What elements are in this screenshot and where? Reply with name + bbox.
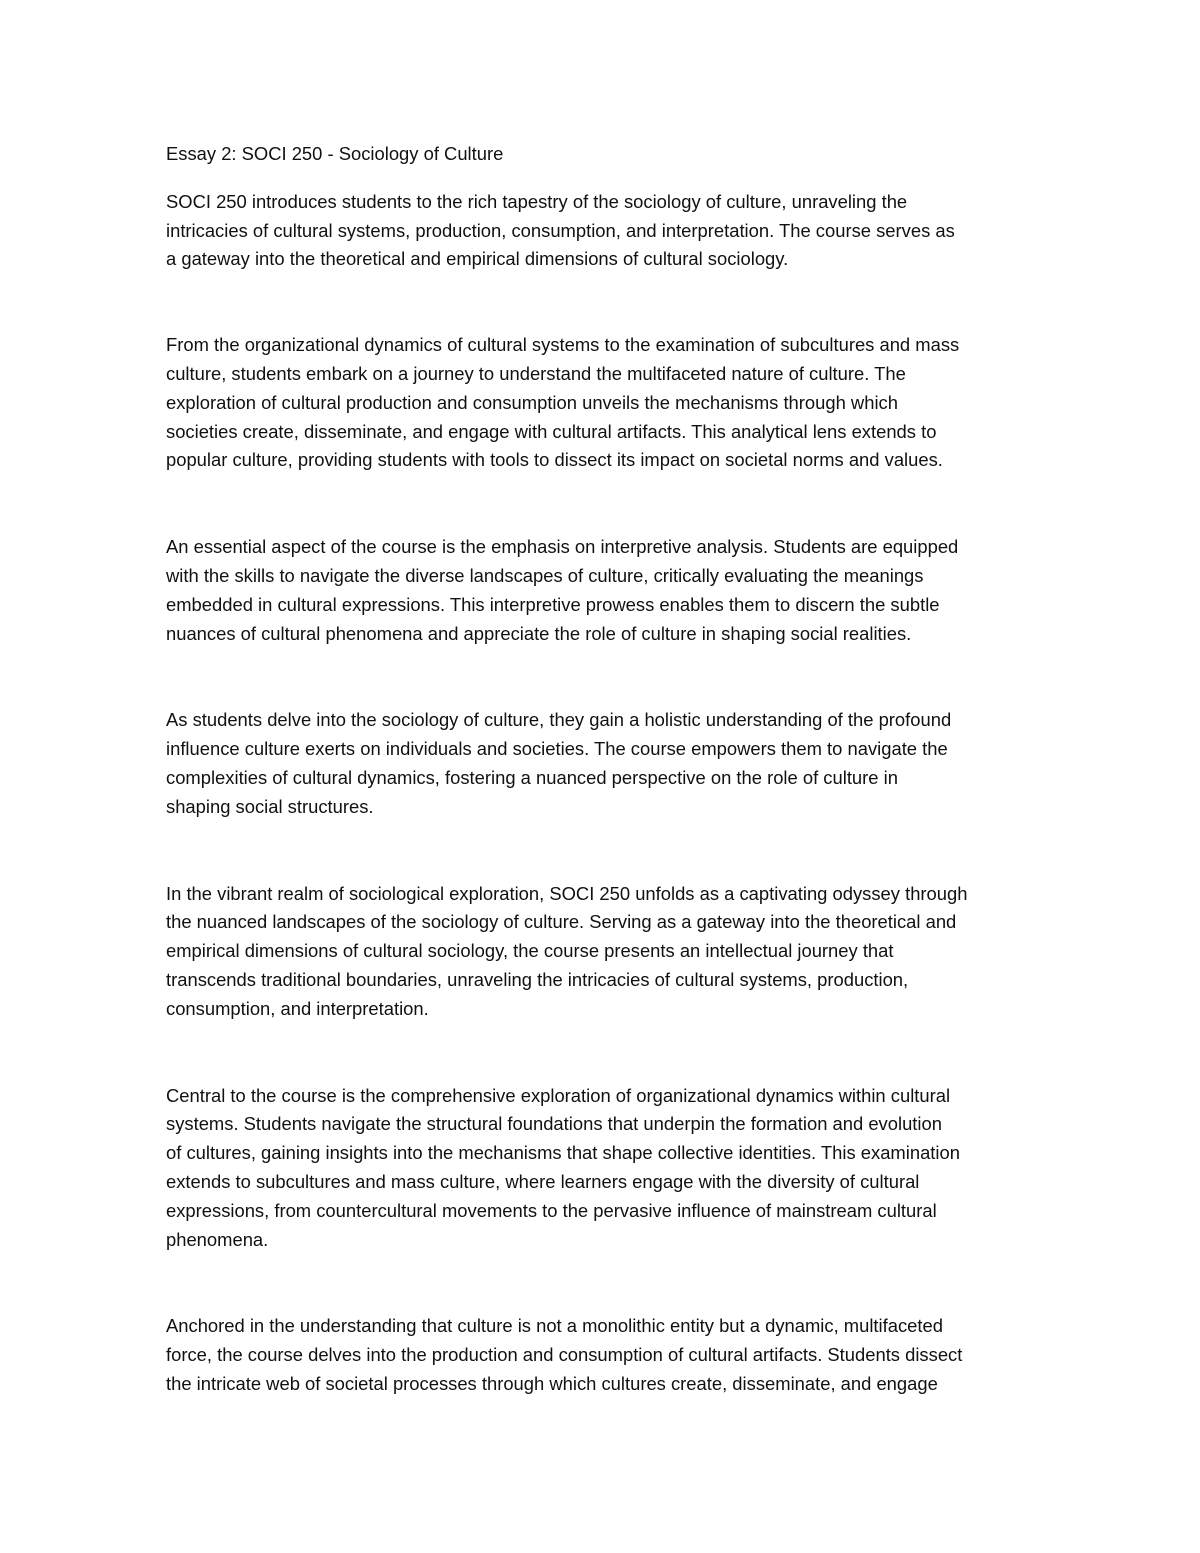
paragraph-7 <box>166 1312 1046 1398</box>
paragraph-line: the intricate web of societal processes through which cultures create, disseminate, and engage <box>166 1372 938 1394</box>
paragraph-1 <box>166 188 1046 274</box>
paragraph-3 <box>166 533 1046 648</box>
paragraph-5 <box>166 880 1046 1024</box>
paragraph-line: expressions, from countercultural movements to the pervasive influence of mainstream cultural <box>166 1199 937 1221</box>
paragraph-line: empirical dimensions of cultural sociology, the course presents an intellectual journey that <box>166 940 894 962</box>
paragraph-line: popular culture, providing students with tools to dissect its impact on societal norms and values. <box>166 449 943 471</box>
paragraph-line: force, the course delves into the production and consumption of cultural artifacts. Students dissect <box>166 1344 963 1366</box>
paragraph-line: Central to the course is the comprehensive exploration of organizational dynamics within cultural <box>166 1084 951 1106</box>
paragraph-line: shaping social structures. <box>166 795 374 817</box>
paragraph-line: influence culture exerts on individuals and societies. The course empowers them to navigate the <box>166 738 948 760</box>
paragraph-line: the nuanced landscapes of the sociology of culture. Serving as a gateway into the theoretical and <box>166 911 957 933</box>
paragraph-line: SOCI 250 introduces students to the rich tapestry of the sociology of culture, unraveling the <box>166 190 908 212</box>
paragraph-4 <box>166 706 1046 821</box>
document-body <box>166 140 1046 1399</box>
paragraph-line: with the skills to navigate the diverse landscapes of culture, critically evaluating the meanings <box>166 564 924 586</box>
paragraph-line: nuances of cultural phenomena and appreciate the role of culture in shaping social realities. <box>166 622 912 644</box>
paragraph-line: Anchored in the understanding that culture is not a monolithic entity but a dynamic, multifaceted <box>166 1315 943 1337</box>
paragraph-line: of cultures, gaining insights into the mechanisms that shape collective identities. This examination <box>166 1142 960 1164</box>
paragraph-line: In the vibrant realm of sociological exploration, SOCI 250 unfolds as a captivating odyssey through <box>166 882 968 904</box>
paragraph-line: transcends traditional boundaries, unraveling the intricacies of cultural systems, production, <box>166 968 909 990</box>
paragraph-line: An essential aspect of the course is the emphasis on interpretive analysis. Students are equipped <box>166 536 959 558</box>
paragraph-line: intricacies of cultural systems, production, consumption, and interpretation. The course serves as <box>166 219 955 241</box>
paragraph-line: extends to subcultures and mass culture, where learners engage with the diversity of cultural <box>166 1170 920 1192</box>
paragraph-2 <box>166 331 1046 475</box>
paragraph-line: complexities of cultural dynamics, fostering a nuanced perspective on the role of culture in <box>166 766 898 788</box>
document-title: Essay 2: SOCI 250 - Sociology of Culture <box>166 143 504 164</box>
paragraph-line: embedded in cultural expressions. This interpretive prowess enables them to discern the subtle <box>166 593 940 615</box>
paragraph-line: consumption, and interpretation. <box>166 997 429 1019</box>
paragraph-line: As students delve into the sociology of culture, they gain a holistic understanding of the profound <box>166 709 952 731</box>
paragraph-line: phenomena. <box>166 1228 269 1250</box>
paragraph-6 <box>166 1082 1046 1255</box>
paragraph-line: From the organizational dynamics of cultural systems to the examination of subcultures and mass <box>166 334 960 356</box>
paragraph-line: culture, students embark on a journey to understand the multifaceted nature of culture. The <box>166 362 906 384</box>
paragraph-line: systems. Students navigate the structural foundations that underpin the formation and evolution <box>166 1113 942 1135</box>
paragraph-line: a gateway into the theoretical and empirical dimensions of cultural sociology. <box>166 248 789 270</box>
paragraph-line: societies create, disseminate, and engage with cultural artifacts. This analytical lens extends to <box>166 420 937 442</box>
paragraph-line: exploration of cultural production and consumption unveils the mechanisms through which <box>166 391 898 413</box>
